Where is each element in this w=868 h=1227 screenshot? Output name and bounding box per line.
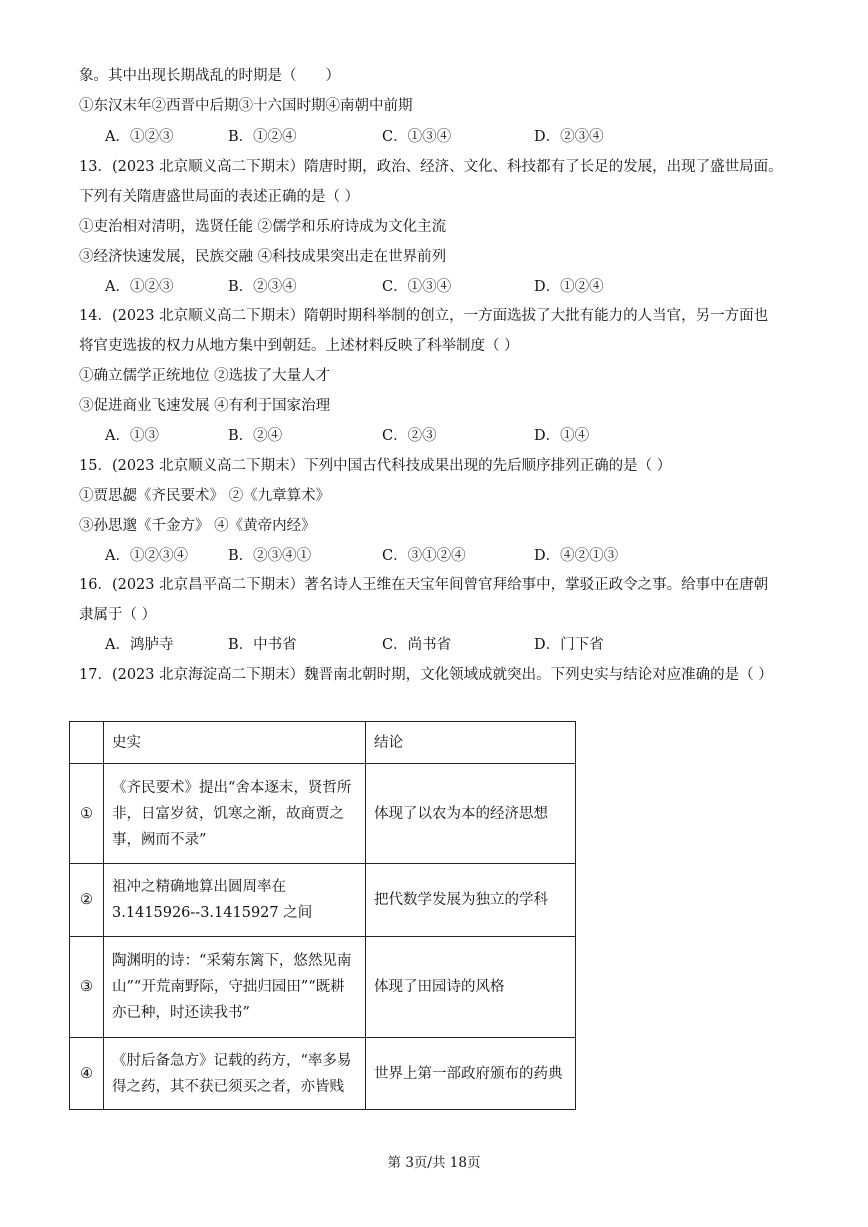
q15-option-a: A．①②③④ bbox=[105, 548, 188, 564]
q15-items-line1: ①贾思勰《齐民要术》 ②《九章算术》 bbox=[79, 488, 331, 504]
q14-option-a: A．①③ bbox=[105, 428, 159, 444]
row-fact: 《肘后备急方》记载的药方，“率多易得之药，其不获已须买之者，亦皆贱 bbox=[104, 1038, 366, 1110]
q12-option-d: D．②③④ bbox=[534, 129, 604, 145]
q13-stem-line2: 下列有关隋唐盛世局面的表述正确的是（ ） bbox=[79, 189, 360, 205]
row-fact: 《齐民要术》提出“舍本逐末，贤哲所非，日富岁贫，饥寒之渐，故商贾之事，阙而不录” bbox=[104, 764, 366, 864]
q12-stem-tail: 象。其中出现长期战乱的时期是（ ） bbox=[79, 68, 340, 84]
q14-stem-line1: 14．(2023 北京顺义高二下期末）隋朝时期科举制的创立，一方面选拔了大批有能力的人当官，另一方面也 bbox=[79, 308, 769, 324]
q16-option-d: D．门下省 bbox=[534, 637, 604, 653]
q14-option-c: C．②③ bbox=[382, 428, 437, 444]
q16-option-c: C．尚书省 bbox=[382, 637, 452, 653]
q13-option-b: B．②③④ bbox=[228, 279, 297, 295]
q12-option-c: C．①③④ bbox=[382, 129, 452, 145]
q12-option-b: B．①②④ bbox=[228, 129, 297, 145]
q13-items-line1: ①吏治相对清明，选贤任能 ②儒学和乐府诗成为文化主流 bbox=[79, 219, 447, 235]
table-header-row bbox=[70, 722, 576, 764]
row-num: ③ bbox=[70, 937, 104, 1038]
q14-option-d: D．①④ bbox=[534, 428, 590, 444]
row-conclusion: 体现了以农为本的经济思想 bbox=[366, 764, 576, 864]
q13-stem-line1: 13．(2023 北京顺义高二下期末）隋唐时期，政治、经济、文化、科技都有了长足的发展，出现了盛世局面。 bbox=[79, 159, 783, 175]
table-header-fact: 史实 bbox=[104, 722, 366, 764]
row-conclusion: 体现了田园诗的风格 bbox=[366, 937, 576, 1038]
page-number: 第 3页/共 18页 bbox=[387, 1155, 481, 1171]
row-conclusion: 世界上第一部政府颁布的药典 bbox=[366, 1038, 576, 1110]
q15-stem-line1: 15．(2023 北京顺义高二下期末）下列中国古代科技成果出现的先后顺序排列正确的是（ ） bbox=[79, 458, 672, 474]
q13-option-d: D．①②④ bbox=[534, 279, 604, 295]
table-row bbox=[70, 1038, 576, 1110]
row-num: ④ bbox=[70, 1038, 104, 1110]
table-row bbox=[70, 864, 576, 937]
q14-stem-line2: 将官吏选拔的权力从地方集中到朝廷。上述材料反映了科举制度（ ） bbox=[79, 338, 519, 354]
q15-option-d: D．④②①③ bbox=[534, 548, 619, 564]
q17-table bbox=[69, 721, 576, 1110]
q13-option-c: C．①③④ bbox=[382, 279, 452, 295]
row-conclusion: 把代数学发展为独立的学科 bbox=[366, 864, 576, 937]
table-header-conclusion: 结论 bbox=[366, 722, 576, 764]
q15-items-line2: ③孙思邈《千金方》 ④《黄帝内经》 bbox=[79, 518, 316, 534]
q14-items-line2: ③促进商业飞速发展 ④有利于国家治理 bbox=[79, 398, 331, 414]
row-fact: 陶渊明的诗：“采菊东篱下，悠然见南山”“开荒南野际，守拙归园田”“既耕亦已种，时还读我书” bbox=[104, 937, 366, 1038]
q16-stem-line1: 16．(2023 北京昌平高二下期末）著名诗人王维在天宝年间曾官拜给事中，掌驳正政令之事。给事中在唐朝 bbox=[79, 577, 769, 593]
q13-option-a: A．①②③ bbox=[105, 279, 174, 295]
q15-option-c: C．③①②④ bbox=[382, 548, 466, 564]
q13-items-line2: ③经济快速发展，民族交融 ④科技成果突出走在世界前列 bbox=[79, 249, 447, 265]
table-row bbox=[70, 937, 576, 1038]
q12-option-a: A．①②③ bbox=[105, 129, 174, 145]
q16-option-a: A．鸿胪寺 bbox=[105, 637, 174, 653]
q16-option-b: B．中书省 bbox=[228, 637, 297, 653]
q15-option-b: B．②③④① bbox=[228, 548, 312, 564]
row-num: ② bbox=[70, 864, 104, 937]
table-header-num bbox=[70, 722, 104, 764]
q16-stem-line2: 隶属于（ ） bbox=[79, 607, 157, 623]
row-fact: 祖冲之精确地算出圆周率在3.1415926--3.1415927 之间 bbox=[104, 864, 366, 937]
row-num: ① bbox=[70, 764, 104, 864]
q14-items-line1: ①确立儒学正统地位 ②选拔了大量人才 bbox=[79, 368, 331, 384]
q14-option-b: B．②④ bbox=[228, 428, 283, 444]
q17-stem-line1: 17．(2023 北京海淀高二下期末）魏晋南北朝时期，文化领域成就突出。下列史实与结论对应准确的是（ ） bbox=[79, 667, 773, 683]
q12-items: ①东汉末年②西晋中后期③十六国时期④南朝中前期 bbox=[79, 98, 413, 114]
table-row bbox=[70, 764, 576, 864]
